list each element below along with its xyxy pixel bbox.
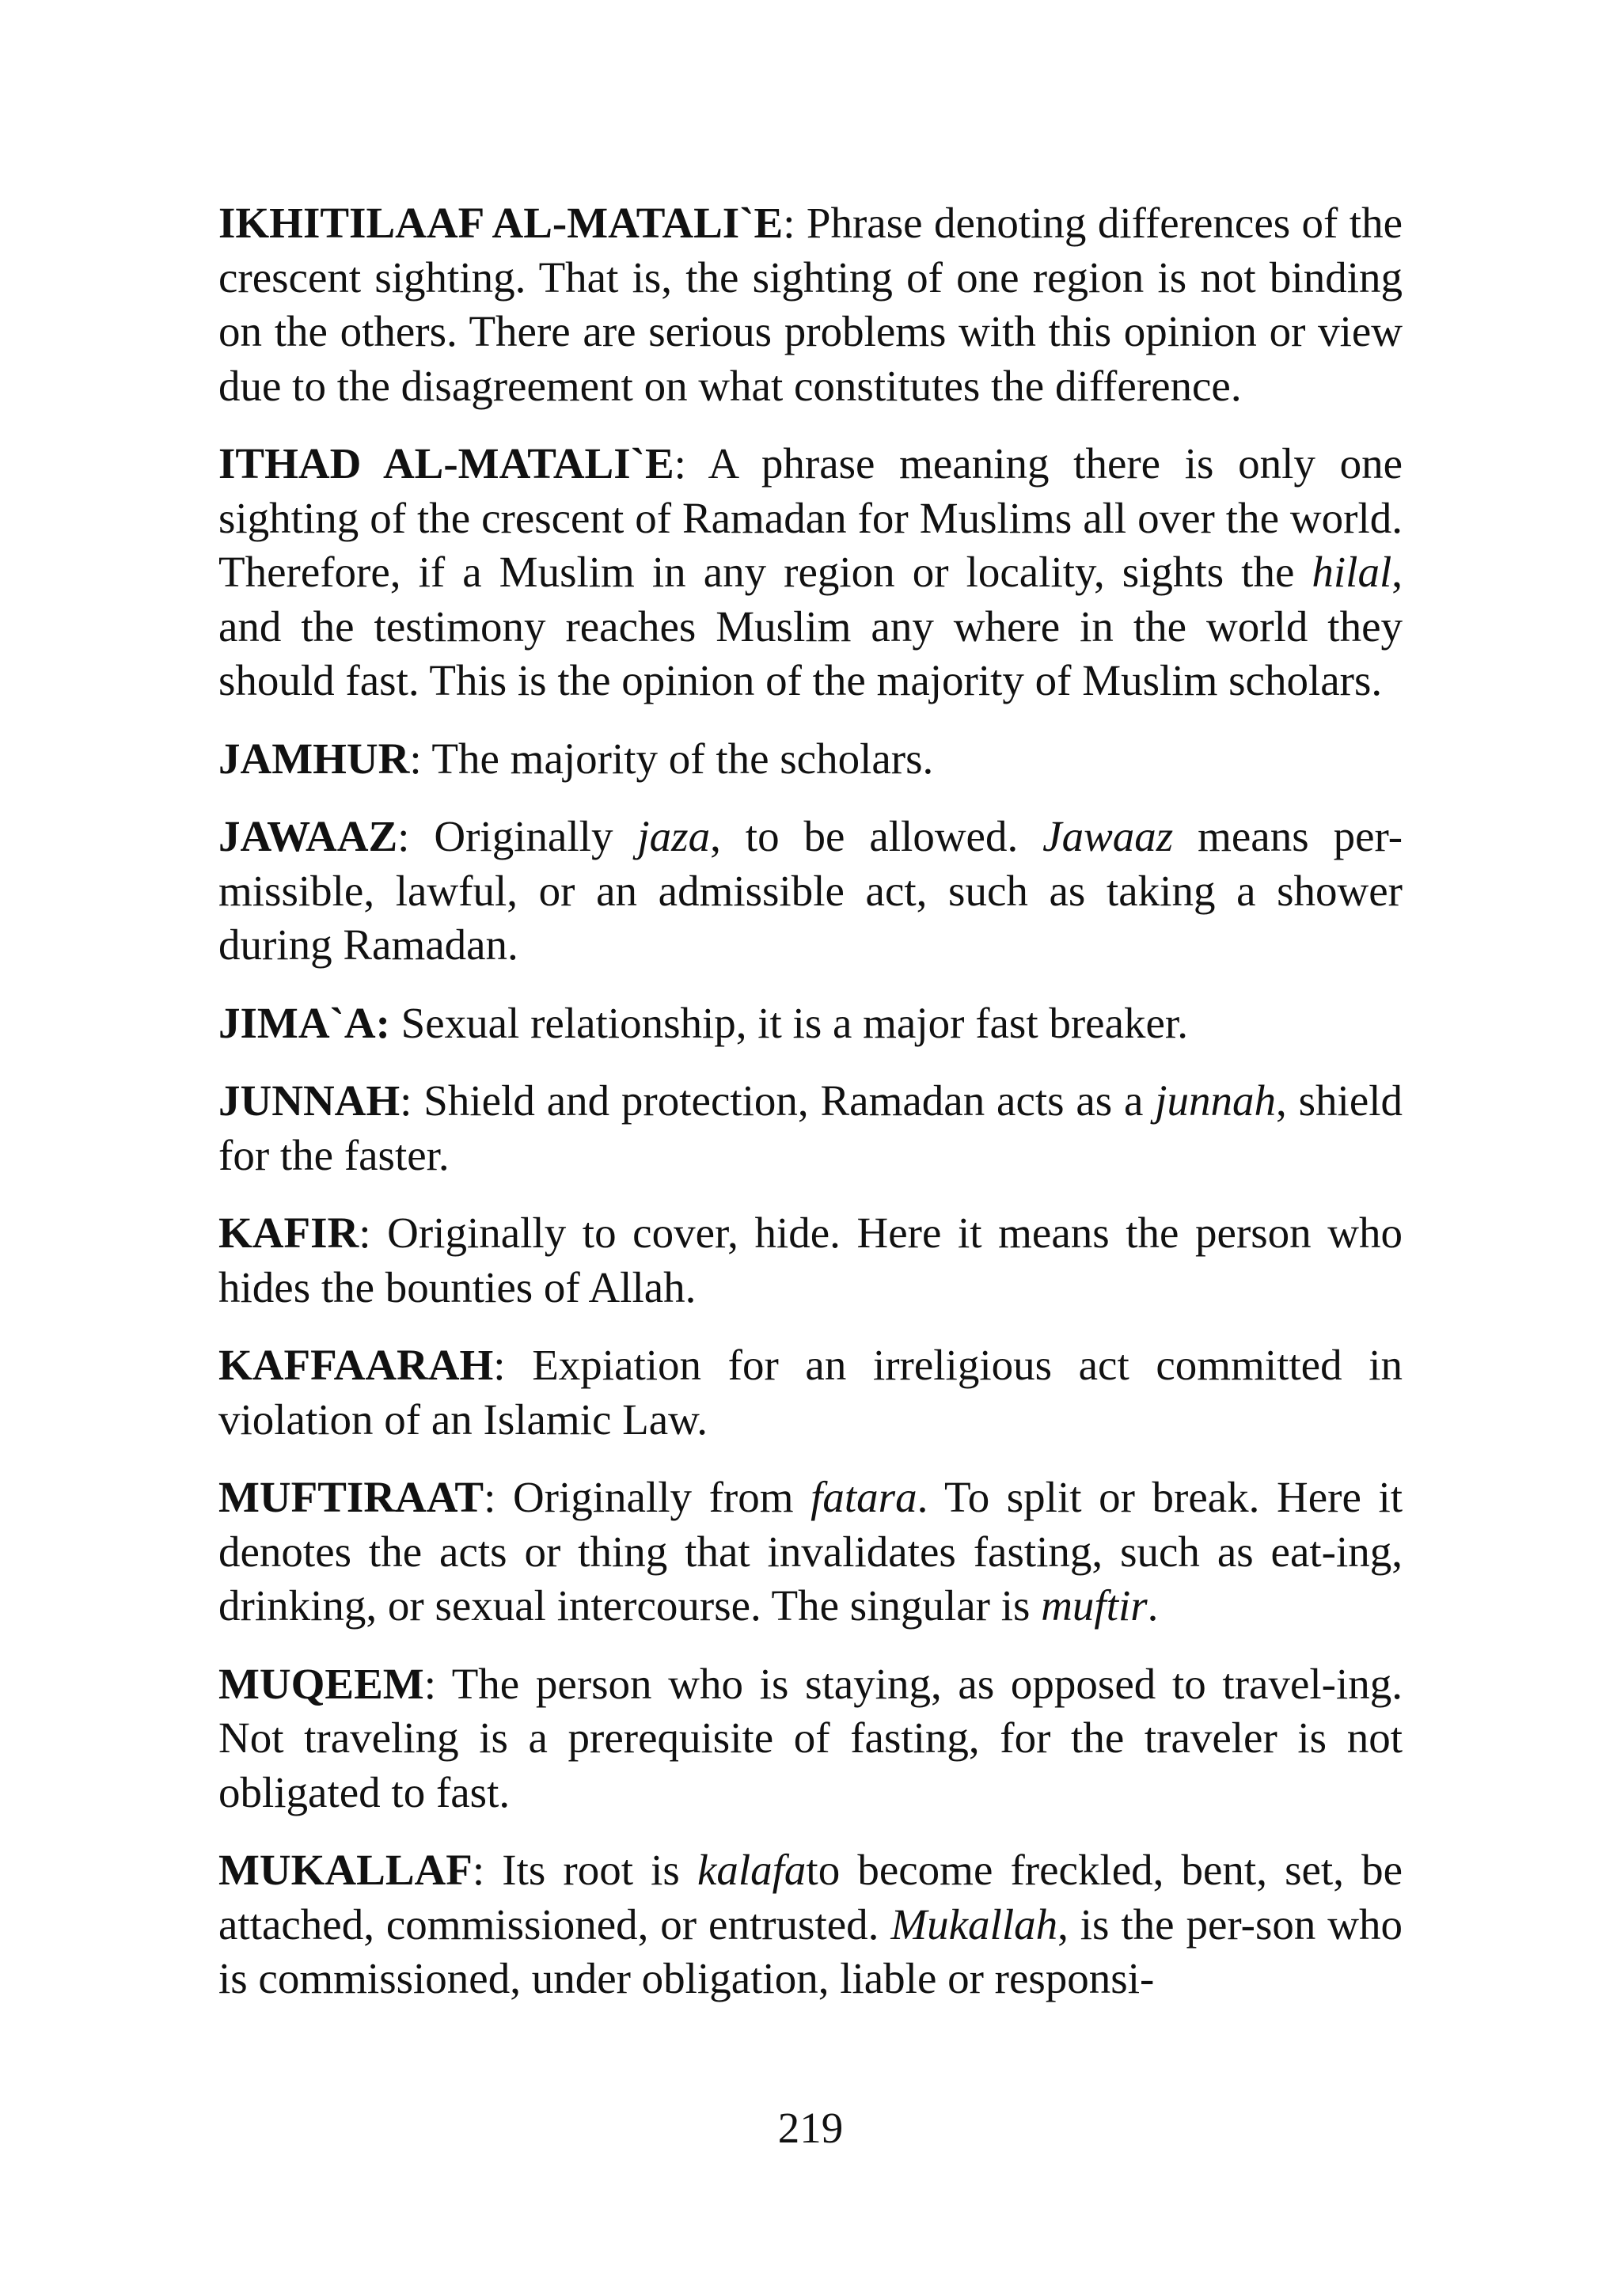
glossary-entry — [218, 1471, 1403, 1634]
term-separator — [390, 999, 401, 1047]
glossary-term: ITHAD AL-MATALI`E — [218, 439, 674, 488]
definition-text: , shield for the faster. — [218, 1076, 1403, 1179]
glossary-entry — [218, 1338, 1403, 1447]
glossary-term: KAFFAARAH — [218, 1341, 494, 1389]
italic-term: muftir — [1041, 1581, 1148, 1630]
glossary-term: IKHITILAAF AL-MATALI`E — [218, 199, 784, 247]
definition-text: Originally — [434, 812, 638, 860]
term-separator: : — [493, 1341, 533, 1389]
term-separator: : — [674, 439, 708, 488]
glossary-entry — [218, 437, 1403, 708]
definition-text: to become freckled, bent, set, be attached, commissioned, or entrusted. — [218, 1846, 1403, 1949]
italic-term: kalafa — [697, 1846, 807, 1894]
italic-term: jaza — [637, 812, 711, 860]
definition-text: Originally from — [512, 1473, 811, 1521]
glossary-term: JAWAAZ — [218, 812, 398, 860]
term-separator: : — [484, 1473, 513, 1521]
glossary-term: MUKALLAF — [218, 1846, 473, 1894]
glossary-entry — [218, 1074, 1403, 1182]
term-separator: : — [472, 1846, 503, 1894]
glossary-term: KAFIR — [218, 1209, 359, 1257]
definition-text: . To split or break. Here it denotes the acts or thing that invalidates fasting, such as eat-ing, drinking, or sexual intercourse. The singular is — [218, 1473, 1403, 1630]
definition-text: The person who is staying, as opposed to travel-ing. Not traveling is a prerequisite of fasting, for the traveler is not obligated to fast. — [218, 1659, 1403, 1816]
glossary-term: JUNNAH — [218, 1076, 401, 1125]
glossary-entry — [218, 1657, 1403, 1820]
definition-text: Expiation for an irreligious act committed in violation of an Islamic Law. — [218, 1341, 1403, 1444]
glossary-entry — [218, 996, 1403, 1051]
italic-term: junnah — [1155, 1076, 1277, 1125]
italic-term: Jawaaz — [1042, 812, 1174, 860]
glossary-entry — [218, 1843, 1403, 2006]
glossary-entry — [218, 810, 1403, 973]
definition-text: . — [1147, 1581, 1159, 1630]
glossary-entry — [218, 196, 1403, 413]
glossary-entry — [218, 1206, 1403, 1315]
term-separator: : — [397, 812, 435, 860]
term-separator: : — [400, 1076, 424, 1125]
definition-text: means per-missible, lawful, or an admissible act, such as taking a shower during Ramadan. — [218, 812, 1403, 969]
definition-text: Sexual relationship, it is a major fast breaker. — [401, 998, 1188, 1047]
definition-text: , to be allowed. — [710, 812, 1043, 860]
glossary-entry — [218, 732, 1403, 787]
term-separator: : — [359, 1209, 388, 1257]
term-separator: : — [423, 1659, 452, 1708]
definition-text: A phrase meaning there is only one sighting of the crescent of Ramadan for Muslims all over the world. Therefore, if a Muslim in any region or locality, sights the — [218, 439, 1403, 596]
page-number: 219 — [777, 2104, 844, 2152]
italic-term: fatara — [810, 1473, 917, 1521]
definition-text: Shield and protection, Ramadan acts as a — [423, 1076, 1156, 1125]
term-separator: : — [409, 734, 432, 783]
definition-text: , is the per-son who is commissioned, under obligation, liable or responsi- — [218, 1899, 1403, 2002]
definition-text: The majority of the scholars. — [431, 734, 934, 783]
glossary-term: MUQEEM — [218, 1659, 424, 1708]
glossary-entries — [218, 196, 1403, 2030]
italic-term: Mukallah — [890, 1899, 1058, 1949]
definition-text: Its root is — [502, 1846, 697, 1894]
italic-term: hilal — [1312, 548, 1392, 596]
definition-text: , and the testimony reaches Muslim any where in the world they should fast. This is the opinion of the majority of Muslim scholars. — [218, 548, 1403, 704]
glossary-term: JAMHUR — [218, 734, 410, 783]
glossary-term: MUFTIRAAT — [218, 1473, 484, 1521]
definition-text: Phrase denoting differences of the crescent sighting. That is, the sighting of one region is not binding on the others. There are serious problems with this opinion or view due to the disagreement on what constitutes the difference. — [218, 199, 1403, 410]
definition-text: Originally to cover, hide. Here it means the person who hides the bounties of Allah. — [218, 1209, 1403, 1311]
glossary-term: JIMA`A: — [218, 998, 390, 1047]
term-separator: : — [783, 199, 807, 247]
